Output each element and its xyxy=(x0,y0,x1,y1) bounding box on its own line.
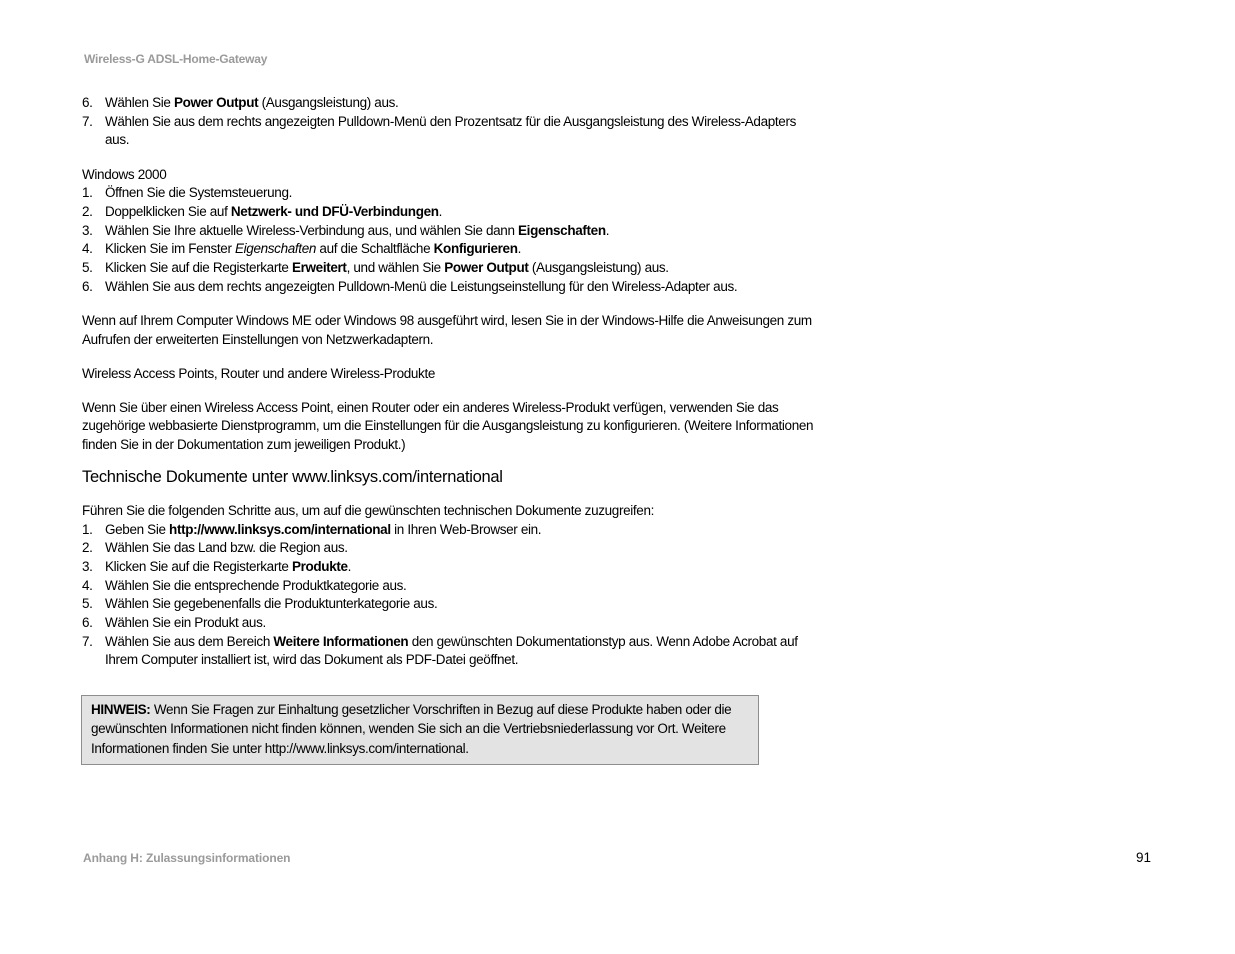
italic-term: Eigenschaften xyxy=(235,241,317,257)
bold-term: http://www.linksys.com/international xyxy=(169,521,391,537)
page-number: 91 xyxy=(1136,850,1152,865)
text-run: Klicken Sie auf die Registerkarte xyxy=(105,558,292,574)
text-run: Wählen Sie ein Produkt aus. xyxy=(105,615,266,631)
step-number: 6. xyxy=(82,278,93,294)
list-item xyxy=(82,222,817,241)
step-text xyxy=(105,279,737,294)
text-run: Wählen Sie xyxy=(105,95,174,110)
step-text xyxy=(105,223,609,238)
list-item xyxy=(82,595,817,614)
list-item xyxy=(82,539,817,558)
list-item xyxy=(82,113,817,150)
text-run: Doppelklicken Sie auf xyxy=(105,203,231,219)
step-number: 4. xyxy=(82,577,93,593)
step-text xyxy=(105,578,406,593)
step-text xyxy=(105,204,442,219)
step-text xyxy=(105,114,796,148)
text-run: Wählen Sie aus dem rechts angezeigten Pulldown-Menü die Leistungseinstellung für den Wireless-Adapter aus. xyxy=(105,278,738,294)
step-text xyxy=(105,185,292,200)
page-content xyxy=(82,94,817,670)
list-item xyxy=(82,558,817,577)
step-text xyxy=(105,522,541,537)
step-text xyxy=(105,559,351,574)
bold-term: Power Output xyxy=(444,260,529,276)
text-run: . xyxy=(605,222,610,238)
bold-term: Eigenschaften xyxy=(518,222,606,238)
tech-docs-intro: Führen Sie die folgenden Schritte aus, um auf die gewünschten technischen Dokumente zuzugreifen: xyxy=(82,502,655,518)
list-item xyxy=(82,94,817,113)
text-run: , und wählen Sie xyxy=(346,260,445,276)
text-run: Klicken Sie im Fenster xyxy=(105,241,235,257)
text-run: . xyxy=(517,241,522,257)
text-run: Öffnen Sie die Systemsteuerung. xyxy=(105,185,293,201)
step-number: 2. xyxy=(82,203,93,219)
step-number: 4. xyxy=(82,241,93,257)
step-number: 6. xyxy=(82,615,93,631)
step-number: 7. xyxy=(82,113,93,129)
bold-term: Netzwerk- und DFÜ-Verbindungen xyxy=(230,203,439,219)
text-run: (Ausgangsleistung) aus. xyxy=(528,260,669,276)
step-text xyxy=(105,241,521,256)
windows2000-label: Windows 2000 xyxy=(82,166,167,182)
windows-me98-paragraph: Wenn auf Ihrem Computer Windows ME oder Windows 98 ausgeführt wird, lesen Sie in der Windows-Hilfe die Anweisungen zum Aufrufen der erweiterten Einstellungen von Netzwerkadaptern. xyxy=(82,312,812,347)
list-item xyxy=(82,240,817,259)
step-number: 7. xyxy=(82,633,93,649)
list-item xyxy=(82,577,817,596)
bold-term: Produkte xyxy=(291,558,348,574)
step-number: 3. xyxy=(82,558,93,574)
footer-section-title: Anhang H: Zulassungsinformationen xyxy=(83,851,291,865)
step-number: 6. xyxy=(82,95,93,110)
step-text xyxy=(105,540,348,555)
step-number: 3. xyxy=(82,222,93,238)
step-number: 1. xyxy=(82,185,93,201)
text-run: Wählen Sie gegebenenfalls die Produktunterkategorie aus. xyxy=(105,596,438,612)
access-points-paragraph: Wenn Sie über einen Wireless Access Point, einen Router oder ein anderes Wireless-Produkt verfügen, verwenden Sie das zugehörige webbasierte Dienstprogramm, um die Einstellungen für die Ausgangsleistung zu konfigurieren. (Weitere Informationen finden Sie in der Dokumentation zum jeweiligen Produkt.) xyxy=(82,399,814,453)
step-text xyxy=(105,260,669,275)
text-run: den gewünschten Dokumentationstyp aus. Wenn Adobe Acrobat auf Ihrem Computer installiert ist, wird das Dokument als PDF-Datei geöffnet. xyxy=(105,633,798,668)
steps-list-windows2000 xyxy=(82,184,817,296)
text-run: auf die Schaltfläche xyxy=(316,241,434,257)
text-run: . xyxy=(438,203,443,219)
text-run: Wählen Sie die entsprechende Produktkategorie aus. xyxy=(105,577,407,593)
steps-list-adapter xyxy=(82,94,817,150)
list-item xyxy=(82,278,817,297)
list-item xyxy=(82,259,817,278)
text-run: . xyxy=(347,558,352,574)
step-text xyxy=(105,95,398,110)
step-number: 5. xyxy=(82,260,93,276)
access-points-label: Wireless Access Points, Router und andere Wireless-Produkte xyxy=(82,365,436,381)
step-text xyxy=(105,596,437,611)
text-run: Wählen Sie Ihre aktuelle Wireless-Verbindung aus, und wählen Sie dann xyxy=(105,222,519,238)
text-run: Wählen Sie aus dem rechts angezeigten Pulldown-Menü den Prozentsatz für die Ausgangsleistung des Wireless-Adapters aus. xyxy=(105,113,797,148)
bold-term: Power Output xyxy=(173,95,259,110)
text-run: Geben Sie xyxy=(105,521,170,537)
list-item xyxy=(82,203,817,222)
steps-list-tech-docs xyxy=(82,521,817,671)
text-run: in Ihren Web-Browser ein. xyxy=(390,521,542,537)
bold-term: Erweitert xyxy=(291,260,347,276)
list-item xyxy=(82,184,817,203)
step-number: 2. xyxy=(82,540,93,556)
bold-term: Weitere Informationen xyxy=(273,633,409,649)
list-item xyxy=(82,633,817,670)
step-number: 1. xyxy=(82,521,93,537)
step-number: 5. xyxy=(82,596,93,612)
bold-term: Konfigurieren xyxy=(433,241,518,257)
section-heading: Technische Dokumente unter www.linksys.com/international xyxy=(82,467,503,486)
running-header: Wireless-G ADSL-Home-Gateway xyxy=(84,52,268,66)
list-item xyxy=(82,521,817,540)
text-run: Wählen Sie das Land bzw. die Region aus. xyxy=(105,540,348,556)
list-item xyxy=(82,614,817,633)
note-label: HINWEIS: xyxy=(91,702,151,717)
text-run: Klicken Sie auf die Registerkarte xyxy=(105,260,292,276)
note-text: Wenn Sie Fragen zur Einhaltung gesetzlicher Vorschriften in Bezug auf diese Produkte haben oder die gewünschten Informationen nicht finden können, wenden Sie sich an die Vertriebsniederlassung vor Ort. Weitere Informationen finden Sie unter http://www.linksys.com/international. xyxy=(91,702,732,756)
step-text xyxy=(105,615,266,630)
text-run: Wählen Sie aus dem Bereich xyxy=(105,633,274,649)
note-box xyxy=(81,695,759,765)
text-run: (Ausgangsleistung) aus. xyxy=(258,95,399,110)
step-text xyxy=(105,634,798,668)
